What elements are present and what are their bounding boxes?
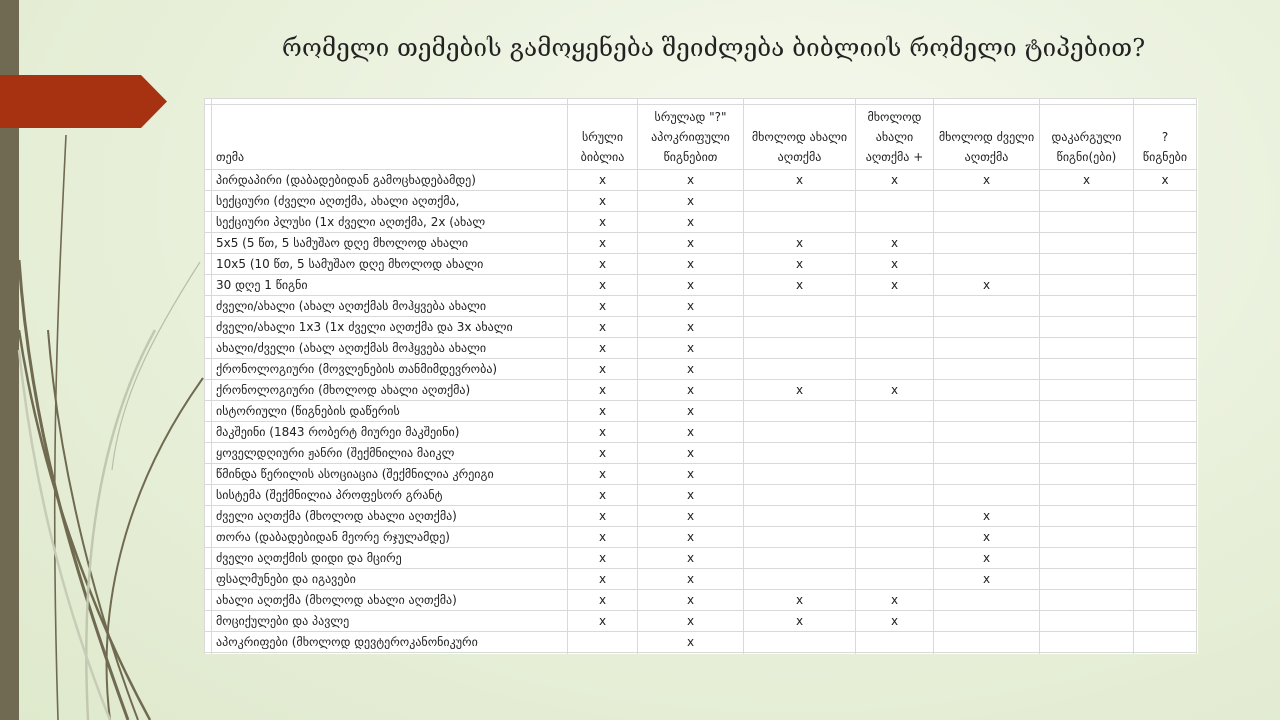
theme-cell: სექციური (ძველი აღთქმა, ახალი აღთქმა, bbox=[212, 191, 568, 212]
mark-cell bbox=[1134, 527, 1197, 548]
mark-cell bbox=[1040, 569, 1134, 590]
theme-cell: ყოველდღიური ჟანრი (შექმნილია მაიკლ bbox=[212, 443, 568, 464]
mark-cell bbox=[1134, 611, 1197, 632]
mark-cell bbox=[744, 191, 856, 212]
mark-cell bbox=[1040, 338, 1134, 359]
mark-cell: x bbox=[934, 170, 1040, 191]
mark-cell bbox=[856, 191, 934, 212]
mark-cell bbox=[1040, 464, 1134, 485]
table-row bbox=[205, 632, 1197, 653]
mark-cell bbox=[934, 443, 1040, 464]
mark-cell bbox=[1134, 296, 1197, 317]
bible-plan-table bbox=[204, 98, 1197, 654]
mark-cell: x bbox=[568, 380, 638, 401]
mark-cell bbox=[1134, 401, 1197, 422]
mark-cell: x bbox=[638, 296, 744, 317]
mark-cell bbox=[744, 506, 856, 527]
mark-cell bbox=[1134, 443, 1197, 464]
mark-cell bbox=[1040, 317, 1134, 338]
theme-cell: სექციური პლუსი (1x ძველი აღთქმა, 2x (ახალ bbox=[212, 212, 568, 233]
row-gutter bbox=[205, 170, 212, 191]
theme-cell: 5x5 (5 წთ, 5 სამუშაო დღე მხოლოდ ახალი bbox=[212, 233, 568, 254]
mark-cell: x bbox=[638, 632, 744, 653]
mark-cell bbox=[856, 443, 934, 464]
mark-cell: x bbox=[638, 233, 744, 254]
table-row bbox=[205, 359, 1197, 380]
table-row bbox=[205, 401, 1197, 422]
row-gutter bbox=[205, 569, 212, 590]
mark-cell bbox=[1040, 590, 1134, 611]
mark-cell bbox=[856, 485, 934, 506]
mark-cell: x bbox=[856, 590, 934, 611]
mark-cell bbox=[1040, 191, 1134, 212]
mark-cell bbox=[856, 317, 934, 338]
table-row bbox=[205, 548, 1197, 569]
mark-cell: x bbox=[638, 611, 744, 632]
row-gutter bbox=[205, 401, 212, 422]
mark-cell: x bbox=[744, 233, 856, 254]
table-row bbox=[205, 275, 1197, 296]
mark-cell bbox=[934, 233, 1040, 254]
table-row bbox=[205, 590, 1197, 611]
theme-cell: მოციქულები და პავლე bbox=[212, 611, 568, 632]
mark-cell bbox=[934, 338, 1040, 359]
empty-row bbox=[205, 653, 1197, 655]
mark-cell bbox=[1040, 380, 1134, 401]
mark-cell: x bbox=[568, 569, 638, 590]
mark-cell bbox=[744, 338, 856, 359]
mark-cell bbox=[1134, 212, 1197, 233]
header-row bbox=[205, 105, 1197, 170]
theme-cell: ძველი აღთქმის დიდი და მცირე bbox=[212, 548, 568, 569]
mark-cell bbox=[1134, 464, 1197, 485]
row-gutter bbox=[205, 233, 212, 254]
mark-cell bbox=[744, 317, 856, 338]
mark-cell: x bbox=[638, 254, 744, 275]
row-gutter bbox=[205, 443, 212, 464]
column-header-lost-books: დაკარგული წიგნი(ები) bbox=[1040, 105, 1134, 170]
mark-cell: x bbox=[568, 422, 638, 443]
mark-cell: x bbox=[638, 443, 744, 464]
mark-cell bbox=[934, 422, 1040, 443]
mark-cell: x bbox=[744, 254, 856, 275]
mark-cell: x bbox=[568, 359, 638, 380]
mark-cell: x bbox=[934, 548, 1040, 569]
mark-cell: x bbox=[568, 548, 638, 569]
mark-cell: x bbox=[856, 254, 934, 275]
arrow-pentagon-shape bbox=[0, 75, 167, 128]
table-row bbox=[205, 569, 1197, 590]
mark-cell bbox=[856, 506, 934, 527]
mark-cell: x bbox=[638, 485, 744, 506]
mark-cell: x bbox=[568, 464, 638, 485]
mark-cell bbox=[1134, 359, 1197, 380]
theme-cell: ქრონოლოგიური (მხოლოდ ახალი აღთქმა) bbox=[212, 380, 568, 401]
row-gutter bbox=[205, 548, 212, 569]
theme-cell: ფსალმუნები და იგავები bbox=[212, 569, 568, 590]
mark-cell bbox=[1040, 506, 1134, 527]
mark-cell: x bbox=[638, 590, 744, 611]
mark-cell bbox=[1134, 569, 1197, 590]
mark-cell: x bbox=[744, 170, 856, 191]
row-gutter bbox=[205, 611, 212, 632]
mark-cell bbox=[1040, 422, 1134, 443]
mark-cell: x bbox=[568, 443, 638, 464]
mark-cell: x bbox=[744, 611, 856, 632]
mark-cell bbox=[744, 212, 856, 233]
mark-cell: x bbox=[568, 338, 638, 359]
mark-cell: x bbox=[568, 317, 638, 338]
mark-cell: x bbox=[638, 338, 744, 359]
column-header-full-with-apocrypha: სრულად "?" აპოკრიფული წიგნებით bbox=[638, 105, 744, 170]
table-row bbox=[205, 254, 1197, 275]
slide-title: რომელი თემების გამოყენება შეიძლება ბიბლიის რომელი ტიპებით? bbox=[282, 34, 1146, 62]
mark-cell: x bbox=[568, 170, 638, 191]
column-header-ot-only: მხოლოდ ძველი აღთქმა bbox=[934, 105, 1040, 170]
theme-cell: წმინდა წერილის ასოციაცია (შექმნილია კრეიგი bbox=[212, 464, 568, 485]
mark-cell bbox=[934, 464, 1040, 485]
mark-cell bbox=[934, 254, 1040, 275]
theme-cell: ძველი აღთქმა (მხოლოდ ახალი აღთქმა) bbox=[212, 506, 568, 527]
theme-cell: 10x5 (10 წთ, 5 სამუშაო დღე მხოლოდ ახალი bbox=[212, 254, 568, 275]
table-row bbox=[205, 527, 1197, 548]
row-gutter bbox=[205, 632, 212, 653]
table-row bbox=[205, 170, 1197, 191]
mark-cell bbox=[934, 359, 1040, 380]
table-row bbox=[205, 443, 1197, 464]
mark-cell bbox=[856, 212, 934, 233]
mark-cell bbox=[1134, 422, 1197, 443]
mark-cell bbox=[1040, 275, 1134, 296]
theme-cell: სისტემა (შექმნილია პროფესორ გრანტ bbox=[212, 485, 568, 506]
row-gutter bbox=[205, 338, 212, 359]
table-row bbox=[205, 485, 1197, 506]
mark-cell bbox=[1134, 548, 1197, 569]
mark-cell: x bbox=[744, 590, 856, 611]
mark-cell bbox=[1040, 359, 1134, 380]
mark-cell: x bbox=[934, 506, 1040, 527]
column-header-question-books: ? წიგნები bbox=[1134, 105, 1197, 170]
mark-cell: x bbox=[934, 275, 1040, 296]
table-row bbox=[205, 506, 1197, 527]
mark-cell bbox=[568, 632, 638, 653]
mark-cell bbox=[1134, 506, 1197, 527]
table-row bbox=[205, 464, 1197, 485]
row-gutter bbox=[205, 359, 212, 380]
table-row bbox=[205, 233, 1197, 254]
row-gutter bbox=[205, 317, 212, 338]
mark-cell bbox=[1134, 338, 1197, 359]
table-row bbox=[205, 338, 1197, 359]
mark-cell bbox=[934, 380, 1040, 401]
row-gutter bbox=[205, 527, 212, 548]
theme-cell: თორა (დაბადებიდან მეორე რჯულამდე) bbox=[212, 527, 568, 548]
mark-cell bbox=[934, 296, 1040, 317]
mark-cell bbox=[1040, 443, 1134, 464]
mark-cell bbox=[1040, 233, 1134, 254]
mark-cell bbox=[1134, 632, 1197, 653]
mark-cell: x bbox=[568, 296, 638, 317]
mark-cell bbox=[1040, 611, 1134, 632]
mark-cell: x bbox=[744, 275, 856, 296]
mark-cell bbox=[934, 485, 1040, 506]
mark-cell bbox=[856, 296, 934, 317]
theme-cell: აპოკრიფები (მხოლოდ დევტეროკანონიკური bbox=[212, 632, 568, 653]
mark-cell bbox=[1040, 485, 1134, 506]
column-header-full-bible: სრული ბიბლია bbox=[568, 105, 638, 170]
mark-cell bbox=[744, 401, 856, 422]
mark-cell: x bbox=[568, 212, 638, 233]
row-gutter bbox=[205, 380, 212, 401]
row-gutter bbox=[205, 275, 212, 296]
mark-cell bbox=[856, 527, 934, 548]
mark-cell: x bbox=[1134, 170, 1197, 191]
mark-cell: x bbox=[638, 422, 744, 443]
mark-cell: x bbox=[568, 191, 638, 212]
mark-cell bbox=[1134, 191, 1197, 212]
theme-cell: ახალი/ძველი (ახალ აღთქმას მოჰყვება ახალი bbox=[212, 338, 568, 359]
mark-cell bbox=[744, 296, 856, 317]
table-row bbox=[205, 212, 1197, 233]
mark-cell: x bbox=[568, 254, 638, 275]
mark-cell bbox=[1134, 275, 1197, 296]
mark-cell bbox=[1040, 548, 1134, 569]
mark-cell: x bbox=[856, 170, 934, 191]
mark-cell bbox=[856, 548, 934, 569]
theme-cell: 30 დღე 1 წიგნი bbox=[212, 275, 568, 296]
row-gutter bbox=[205, 590, 212, 611]
mark-cell bbox=[1134, 317, 1197, 338]
mark-cell: x bbox=[1040, 170, 1134, 191]
mark-cell: x bbox=[638, 275, 744, 296]
mark-cell: x bbox=[638, 317, 744, 338]
row-gutter bbox=[205, 191, 212, 212]
column-header-nt-only: მხოლოდ ახალი აღთქმა bbox=[744, 105, 856, 170]
row-gutter bbox=[205, 485, 212, 506]
row-gutter bbox=[205, 506, 212, 527]
mark-cell bbox=[1134, 485, 1197, 506]
mark-cell bbox=[744, 359, 856, 380]
mark-cell bbox=[744, 569, 856, 590]
row-gutter bbox=[205, 422, 212, 443]
table-row bbox=[205, 611, 1197, 632]
mark-cell: x bbox=[638, 569, 744, 590]
mark-cell: x bbox=[934, 569, 1040, 590]
mark-cell bbox=[856, 401, 934, 422]
table-row bbox=[205, 422, 1197, 443]
mark-cell bbox=[934, 611, 1040, 632]
mark-cell: x bbox=[856, 611, 934, 632]
mark-cell bbox=[856, 632, 934, 653]
mark-cell bbox=[1134, 233, 1197, 254]
mark-cell: x bbox=[638, 548, 744, 569]
mark-cell bbox=[856, 569, 934, 590]
mark-cell bbox=[934, 401, 1040, 422]
mark-cell bbox=[934, 590, 1040, 611]
mark-cell bbox=[744, 443, 856, 464]
mark-cell bbox=[856, 359, 934, 380]
mark-cell: x bbox=[638, 191, 744, 212]
mark-cell bbox=[744, 632, 856, 653]
mark-cell: x bbox=[568, 527, 638, 548]
mark-cell: x bbox=[638, 170, 744, 191]
theme-cell: პირდაპირი (დაბადებიდან გამოცხადებამდე) bbox=[212, 170, 568, 191]
mark-cell bbox=[744, 527, 856, 548]
mark-cell: x bbox=[856, 233, 934, 254]
mark-cell bbox=[1040, 212, 1134, 233]
column-header-nt-plus: მხოლოდ ახალი აღთქმა + bbox=[856, 105, 934, 170]
mark-cell bbox=[744, 464, 856, 485]
theme-cell: ქრონოლოგიური (მოვლენების თანმიმდევრობა) bbox=[212, 359, 568, 380]
table-row bbox=[205, 296, 1197, 317]
spreadsheet-table-image bbox=[204, 98, 1198, 654]
mark-cell bbox=[1040, 296, 1134, 317]
mark-cell: x bbox=[568, 506, 638, 527]
mark-cell bbox=[1040, 527, 1134, 548]
mark-cell bbox=[934, 212, 1040, 233]
mark-cell bbox=[744, 422, 856, 443]
mark-cell bbox=[1040, 254, 1134, 275]
mark-cell: x bbox=[568, 611, 638, 632]
mark-cell bbox=[744, 548, 856, 569]
theme-cell: ისტორიული (წიგნების დაწერის bbox=[212, 401, 568, 422]
row-gutter bbox=[205, 464, 212, 485]
mark-cell: x bbox=[568, 401, 638, 422]
table-row bbox=[205, 191, 1197, 212]
row-gutter bbox=[205, 212, 212, 233]
mark-cell: x bbox=[638, 359, 744, 380]
table-row bbox=[205, 380, 1197, 401]
mark-cell: x bbox=[638, 401, 744, 422]
row-gutter bbox=[205, 296, 212, 317]
mark-cell bbox=[856, 464, 934, 485]
mark-cell bbox=[856, 338, 934, 359]
mark-cell bbox=[744, 485, 856, 506]
mark-cell: x bbox=[744, 380, 856, 401]
mark-cell bbox=[934, 191, 1040, 212]
theme-cell: ძველი/ახალი 1x3 (1x ძველი აღთქმა და 3x ახალი bbox=[212, 317, 568, 338]
mark-cell bbox=[1040, 401, 1134, 422]
mark-cell: x bbox=[638, 212, 744, 233]
theme-cell: მაკშეინი (1843 რობერტ მიურეი მაკშეინი) bbox=[212, 422, 568, 443]
row-gutter bbox=[205, 254, 212, 275]
mark-cell bbox=[1134, 254, 1197, 275]
mark-cell bbox=[1040, 632, 1134, 653]
theme-cell: ახალი აღთქმა (მხოლოდ ახალი აღთქმა) bbox=[212, 590, 568, 611]
mark-cell: x bbox=[934, 527, 1040, 548]
column-header-theme: თემა bbox=[212, 105, 568, 170]
mark-cell: x bbox=[638, 506, 744, 527]
mark-cell bbox=[856, 422, 934, 443]
mark-cell: x bbox=[638, 527, 744, 548]
mark-cell: x bbox=[638, 464, 744, 485]
table-row bbox=[205, 317, 1197, 338]
mark-cell bbox=[1134, 590, 1197, 611]
mark-cell: x bbox=[568, 590, 638, 611]
mark-cell: x bbox=[856, 380, 934, 401]
mark-cell: x bbox=[856, 275, 934, 296]
mark-cell bbox=[934, 317, 1040, 338]
mark-cell: x bbox=[638, 380, 744, 401]
mark-cell bbox=[1134, 380, 1197, 401]
theme-cell: ძველი/ახალი (ახალ აღთქმას მოჰყვება ახალი bbox=[212, 296, 568, 317]
mark-cell: x bbox=[568, 485, 638, 506]
mark-cell: x bbox=[568, 275, 638, 296]
mark-cell bbox=[934, 632, 1040, 653]
mark-cell: x bbox=[568, 233, 638, 254]
